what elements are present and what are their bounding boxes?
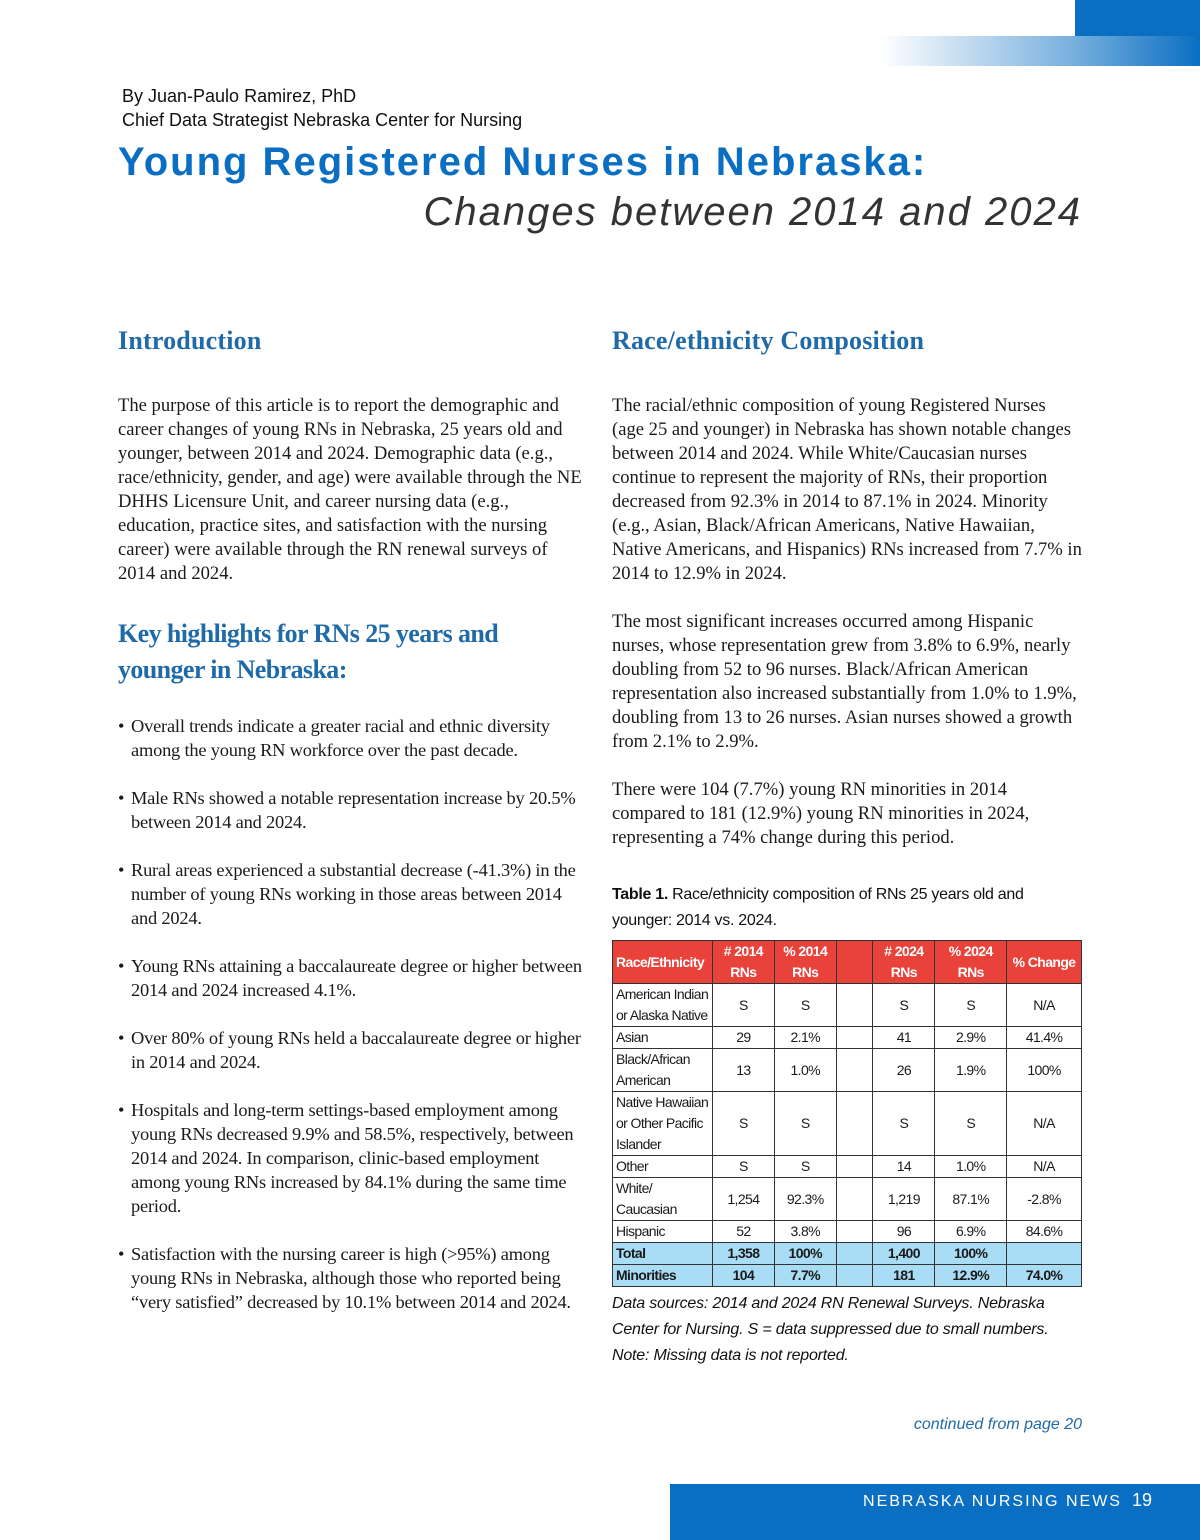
cell-count-2024: 26 [873, 1049, 935, 1092]
race-heading: Race/ethnicity Composition [612, 326, 925, 355]
publication-name: NEBRASKA NURSING NEWS [863, 1493, 1122, 1510]
cell-pct-change: N/A [1007, 984, 1082, 1027]
table-caption-label: Table 1. [612, 886, 668, 903]
cell-count-2024: 41 [873, 1027, 935, 1049]
cell-pct-2024: 1.0% [935, 1156, 1007, 1178]
header-spacer [836, 941, 873, 984]
cell-pct-2014: 3.8% [774, 1221, 836, 1243]
cell-count-2014: S [712, 984, 774, 1027]
cell-race: Native Hawaiian or Other Pacific Islander [613, 1092, 713, 1156]
race-ethnicity-table [612, 940, 1082, 1287]
cell-spacer [836, 1243, 873, 1265]
cell-count-2014: 1,358 [712, 1243, 774, 1265]
race-paragraph-2: The most significant increases occurred among Hispanic nurses, whose representation grew from 3.8% to 6.9%, nearly doubling from 52 to 96 nurses. Black/African American representation also increased substantially from 1.0% to 1.9%, doubling from 13 to 26 nurses. Asian nurses showed a growth from 2.1% to 2.9%. [612, 611, 1077, 752]
article-title: Young Registered Nurses in Nebraska: [118, 140, 928, 184]
continued-note: continued from page 20 [913, 1416, 1082, 1433]
header-race-ethnicity: Race/Ethnicity [613, 941, 713, 984]
table-row [613, 1178, 1082, 1221]
corner-accent-block [1075, 0, 1200, 36]
cell-count-2014: S [712, 1092, 774, 1156]
cell-count-2024: S [873, 1092, 935, 1156]
cell-pct-2014: S [774, 984, 836, 1027]
cell-pct-change: -2.8% [1007, 1178, 1082, 1221]
cell-pct-change: N/A [1007, 1092, 1082, 1156]
cell-pct-change: 74.0% [1007, 1265, 1082, 1287]
highlight-item: • Satisfaction with the nursing career is high (>95%) among young RNs in Nebraska, although those who reported being “very satisfied” decreased by 10.1% between 2014 and 2024. [118, 1242, 588, 1314]
cell-race: Black/African American [613, 1049, 713, 1092]
left-column [118, 326, 588, 1338]
cell-race: Hispanic [613, 1221, 713, 1243]
cell-count-2014: 1,254 [712, 1178, 774, 1221]
cell-pct-2024: 1.9% [935, 1049, 1007, 1092]
cell-spacer [836, 1221, 873, 1243]
table-caption [612, 882, 1082, 934]
cell-race: Asian [613, 1027, 713, 1049]
cell-pct-change: 84.6% [1007, 1221, 1082, 1243]
table-row-total [613, 1243, 1082, 1265]
table-row [613, 1049, 1082, 1092]
intro-heading: Introduction [118, 326, 262, 355]
cell-count-2024: S [873, 984, 935, 1027]
race-paragraph-3: There were 104 (7.7%) young RN minorities in 2014 compared to 181 (12.9%) young RN minorities in 2024, representing a 74% change during this period. [612, 779, 1030, 848]
cell-race: Other [613, 1156, 713, 1178]
cell-race: American Indian or Alaska Native [613, 984, 713, 1027]
cell-count-2024: 181 [873, 1265, 935, 1287]
highlight-item: • Over 80% of young RNs held a baccalaureate degree or higher in 2014 and 2024. [118, 1026, 588, 1074]
cell-spacer [836, 1265, 873, 1287]
cell-race: White/ Caucasian [613, 1178, 713, 1221]
table-caption-text: Race/ethnicity composition of RNs 25 years old and younger: 2014 vs. 2024. [612, 886, 1024, 929]
cell-spacer [836, 1092, 873, 1156]
cell-pct-change: 41.4% [1007, 1027, 1082, 1049]
cell-count-2024: 1,400 [873, 1243, 935, 1265]
highlights-heading [118, 616, 588, 688]
footer [863, 1488, 1152, 1514]
cell-count-2024: 96 [873, 1221, 935, 1243]
author-name: By Juan-Paulo Ramirez, PhD [122, 86, 357, 106]
highlights-heading-line2: younger in Nebraska: [118, 655, 347, 684]
table-row [613, 1027, 1082, 1049]
table-source-note: Data sources: 2014 and 2024 RN Renewal Surveys. Nebraska Center for Nursing. S = data suppressed due to small numbers. Note: Missing data is not reported. [612, 1295, 1049, 1364]
cell-spacer [836, 1049, 873, 1092]
cell-pct-2014: 100% [774, 1243, 836, 1265]
cell-count-2014: 29 [712, 1027, 774, 1049]
header-pct-2014: % 2014 RNs [774, 941, 836, 984]
cell-pct-2014: 2.1% [774, 1027, 836, 1049]
cell-pct-2024: 2.9% [935, 1027, 1007, 1049]
cell-spacer [836, 1027, 873, 1049]
cell-pct-2024: 100% [935, 1243, 1007, 1265]
cell-spacer [836, 1156, 873, 1178]
byline [122, 84, 522, 132]
highlights-heading-line1: Key highlights for RNs 25 years and [118, 619, 499, 648]
cell-pct-2014: 1.0% [774, 1049, 836, 1092]
cell-spacer [836, 1178, 873, 1221]
cell-count-2014: 52 [712, 1221, 774, 1243]
cell-pct-2024: 87.1% [935, 1178, 1007, 1221]
cell-pct-2024: S [935, 984, 1007, 1027]
header-count-2014: # 2014 RNs [712, 941, 774, 984]
author-role: Chief Data Strategist Nebraska Center for Nursing [122, 110, 523, 130]
cell-pct-change [1007, 1243, 1082, 1265]
cell-count-2014: 104 [712, 1265, 774, 1287]
cell-pct-2014: 92.3% [774, 1178, 836, 1221]
highlight-item: • Hospitals and long-term settings-based employment among young RNs decreased 9.9% and 58.5%, respectively, between 2014 and 2024. In comparison, clinic-based employment among young RNs increased by 84.1% during the same time period. [118, 1098, 588, 1218]
header-pct-change: % Change [1007, 941, 1082, 984]
cell-race: Total [613, 1243, 713, 1265]
cell-count-2014: 13 [712, 1049, 774, 1092]
cell-count-2024: 1,219 [873, 1178, 935, 1221]
table-row [613, 1221, 1082, 1243]
page-number: 19 [1131, 1490, 1152, 1510]
table-row [613, 984, 1082, 1027]
cell-count-2014: S [712, 1156, 774, 1178]
table-row [613, 1092, 1082, 1156]
cell-pct-change: N/A [1007, 1156, 1082, 1178]
highlights-list [118, 714, 588, 1314]
right-column [612, 326, 1082, 1369]
cell-pct-2024: 6.9% [935, 1221, 1007, 1243]
cell-count-2024: 14 [873, 1156, 935, 1178]
cell-pct-2014: S [774, 1156, 836, 1178]
cell-pct-2014: 7.7% [774, 1265, 836, 1287]
highlight-item: • Young RNs attaining a baccalaureate degree or higher between 2014 and 2024 increased 4.1%. [118, 954, 588, 1002]
cell-spacer [836, 984, 873, 1027]
article-subtitle: Changes between 2014 and 2024 [423, 190, 1082, 234]
cell-pct-2024: 12.9% [935, 1265, 1007, 1287]
table-row-minorities [613, 1265, 1082, 1287]
table-row [613, 1156, 1082, 1178]
race-paragraph-1: The racial/ethnic composition of young Registered Nurses (age 25 and younger) in Nebraska has shown notable changes between 2014 and 2024. While White/Caucasian nurses continue to represent the majority of RNs, their proportion decreased from 92.3% in 2014 to 87.1% in 2024. Minority (e.g., Asian, Black/African Americans, Native Hawaiian, Native Americans, and Hispanics) RNs increased from 7.7% in 2014 to 12.9% in 2024. [612, 395, 1082, 584]
cell-pct-2024: S [935, 1092, 1007, 1156]
highlight-item: • Male RNs showed a notable representation increase by 20.5% between 2014 and 2024. [118, 786, 588, 834]
cell-pct-2014: S [774, 1092, 836, 1156]
table-header-row [613, 941, 1082, 984]
highlight-item: • Overall trends indicate a greater racial and ethnic diversity among the young RN workforce over the past decade. [118, 714, 588, 762]
corner-accent-gradient [880, 36, 1200, 66]
header-pct-2024: % 2024 RNs [935, 941, 1007, 984]
cell-race: Minorities [613, 1265, 713, 1287]
cell-pct-change: 100% [1007, 1049, 1082, 1092]
intro-paragraph: The purpose of this article is to report the demographic and career changes of young RNs in Nebraska, 25 years old and younger, between 2014 and 2024. Demographic data (e.g., race/ethnicity, gender, and age) were available through the NE DHHS Licensure Unit, and career nursing data (e.g., education, practice sites, and satisfaction with the nursing career) were available through the RN renewal surveys of 2014 and 2024. [118, 395, 582, 584]
highlight-item: • Rural areas experienced a substantial decrease (-41.3%) in the number of young RNs working in those areas between 2014 and 2024. [118, 858, 588, 930]
header-count-2024: # 2024 RNs [873, 941, 935, 984]
